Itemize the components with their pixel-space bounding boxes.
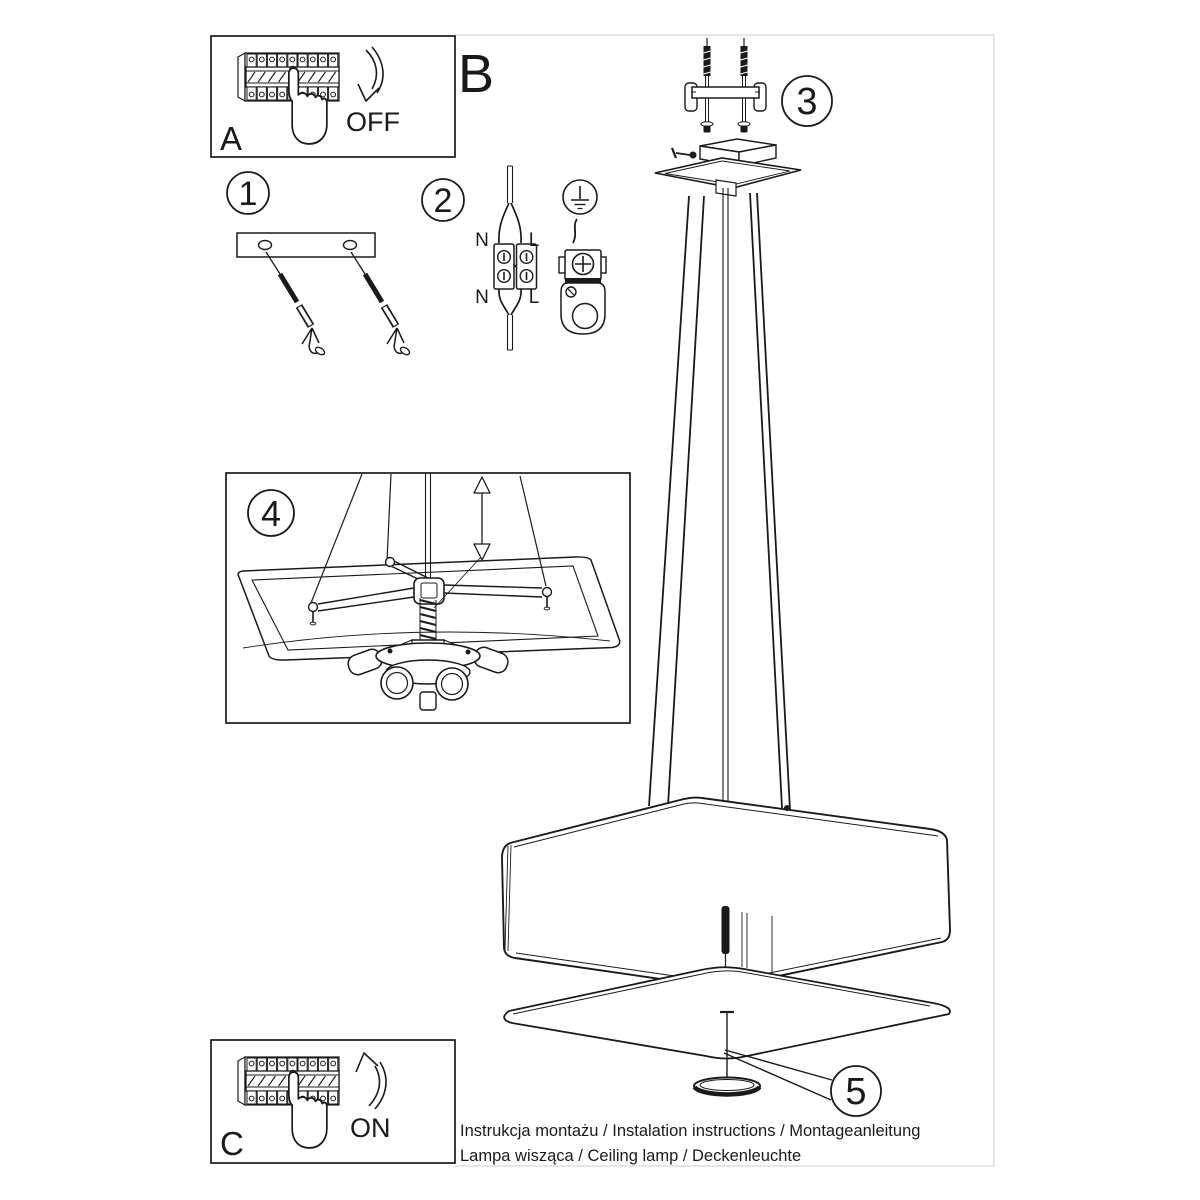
label-n-top: N: [475, 230, 489, 251]
footer-caption: [460, 1122, 920, 1165]
step-3-illustration: [655, 38, 832, 196]
suspension-cables: [649, 188, 790, 810]
step-5-number: 5: [845, 1071, 867, 1113]
panel-c-power-on: [211, 1040, 455, 1163]
label-n-bottom: N: [475, 287, 489, 308]
step-4-number: 4: [260, 493, 282, 534]
panel-a-label: A: [220, 120, 243, 157]
footer-line-2: Lampa wisząca / Ceiling lamp / Deckenleuchte: [460, 1147, 802, 1165]
label-l-bottom: L: [528, 287, 540, 308]
label-l-top: L: [528, 230, 540, 251]
ground-clamp: [559, 219, 606, 334]
lamp-shade: [502, 798, 950, 988]
panel-c-action-label: ON: [350, 1113, 391, 1143]
terminal-connector: [494, 166, 537, 350]
cable-attachment-ball: [784, 805, 790, 811]
canopy-side-screw-icon: [672, 148, 697, 159]
step-2-illustration: [422, 166, 606, 350]
step-1-illustration: [227, 172, 411, 356]
step-1-number: 1: [238, 175, 258, 213]
ground-symbol-icon: [563, 180, 597, 214]
section-b-label: B: [458, 44, 495, 104]
footer-line-1: Instrukcja montażu / Instalation instructions / Montageanleitung: [460, 1122, 921, 1140]
panel-a-action-label: OFF: [346, 107, 400, 137]
center-rod: [722, 906, 730, 954]
step-3-number: 3: [796, 81, 818, 123]
step-2-number: 2: [433, 182, 453, 220]
ceiling-canopy: [655, 139, 801, 196]
panel-c-label: C: [220, 1125, 244, 1162]
mounting-crossbar: [685, 83, 766, 111]
panel-a-power-off: [211, 36, 455, 157]
wire-right: [351, 252, 411, 356]
step-4-illustration: [226, 473, 630, 723]
anchor-bolts: [701, 38, 750, 133]
wire-left: [266, 252, 326, 356]
